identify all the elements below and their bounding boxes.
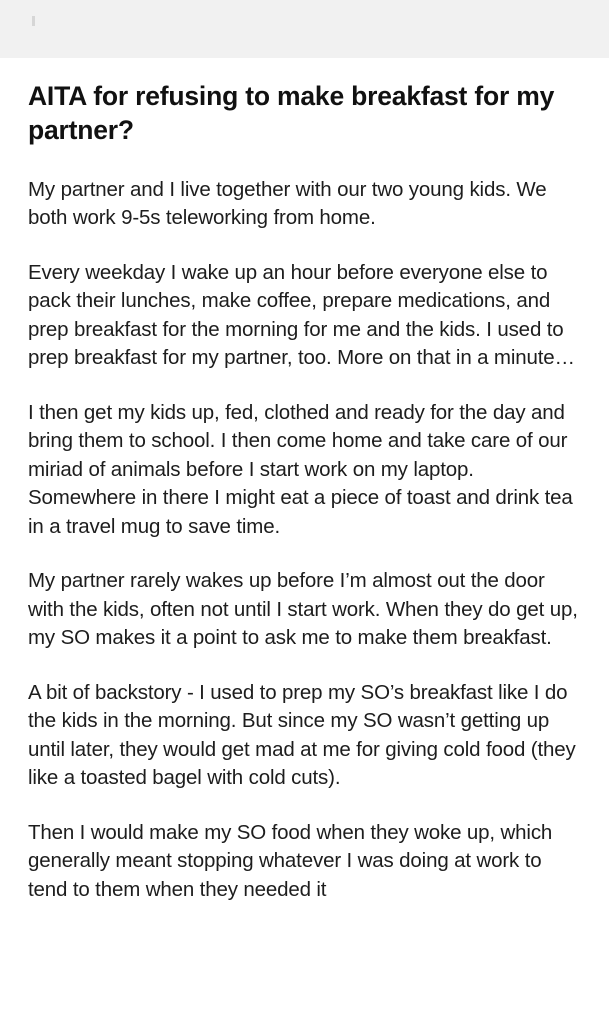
post-paragraph: A bit of backstory - I used to prep my SO’s breakfast like I do the kids in the morning. But since my SO wasn’t getting up until later, they would get mad at me for giving cold food (they like a toasted bagel with cold cuts). bbox=[28, 680, 576, 790]
banner-tick-mark bbox=[32, 16, 35, 26]
page-title: AITA for refusing to make breakfast for my partner? bbox=[28, 81, 555, 145]
post-content bbox=[0, 58, 609, 904]
post-paragraph: Then I would make my SO food when they woke up, which generally meant stopping whatever I was doing at work to tend to them when they needed it bbox=[28, 820, 553, 901]
top-banner-strip bbox=[0, 0, 609, 58]
post-paragraph: Every weekday I wake up an hour before everyone else to pack their lunches, make coffee, prepare medications, and prep breakfast for the morning for me and the kids. I used to prep breakfast for my partner, too. More on that in a minute… bbox=[28, 260, 575, 370]
post-paragraph: My partner rarely wakes up before I’m almost out the door with the kids, often not until I start work. When they do get up, my SO makes it a point to ask me to make them breakfast. bbox=[28, 569, 578, 650]
post-paragraph: My partner and I live together with our two young kids. We both work 9-5s teleworking from home. bbox=[28, 177, 547, 230]
post-paragraph: I then get my kids up, fed, clothed and ready for the day and bring them to school. I then come home and take care of our miriad of animals before I start work on my laptop. Somewhere in there I might eat a piece of toast and drink tea in a travel mug to save time. bbox=[28, 400, 573, 538]
post-body bbox=[28, 176, 579, 904]
